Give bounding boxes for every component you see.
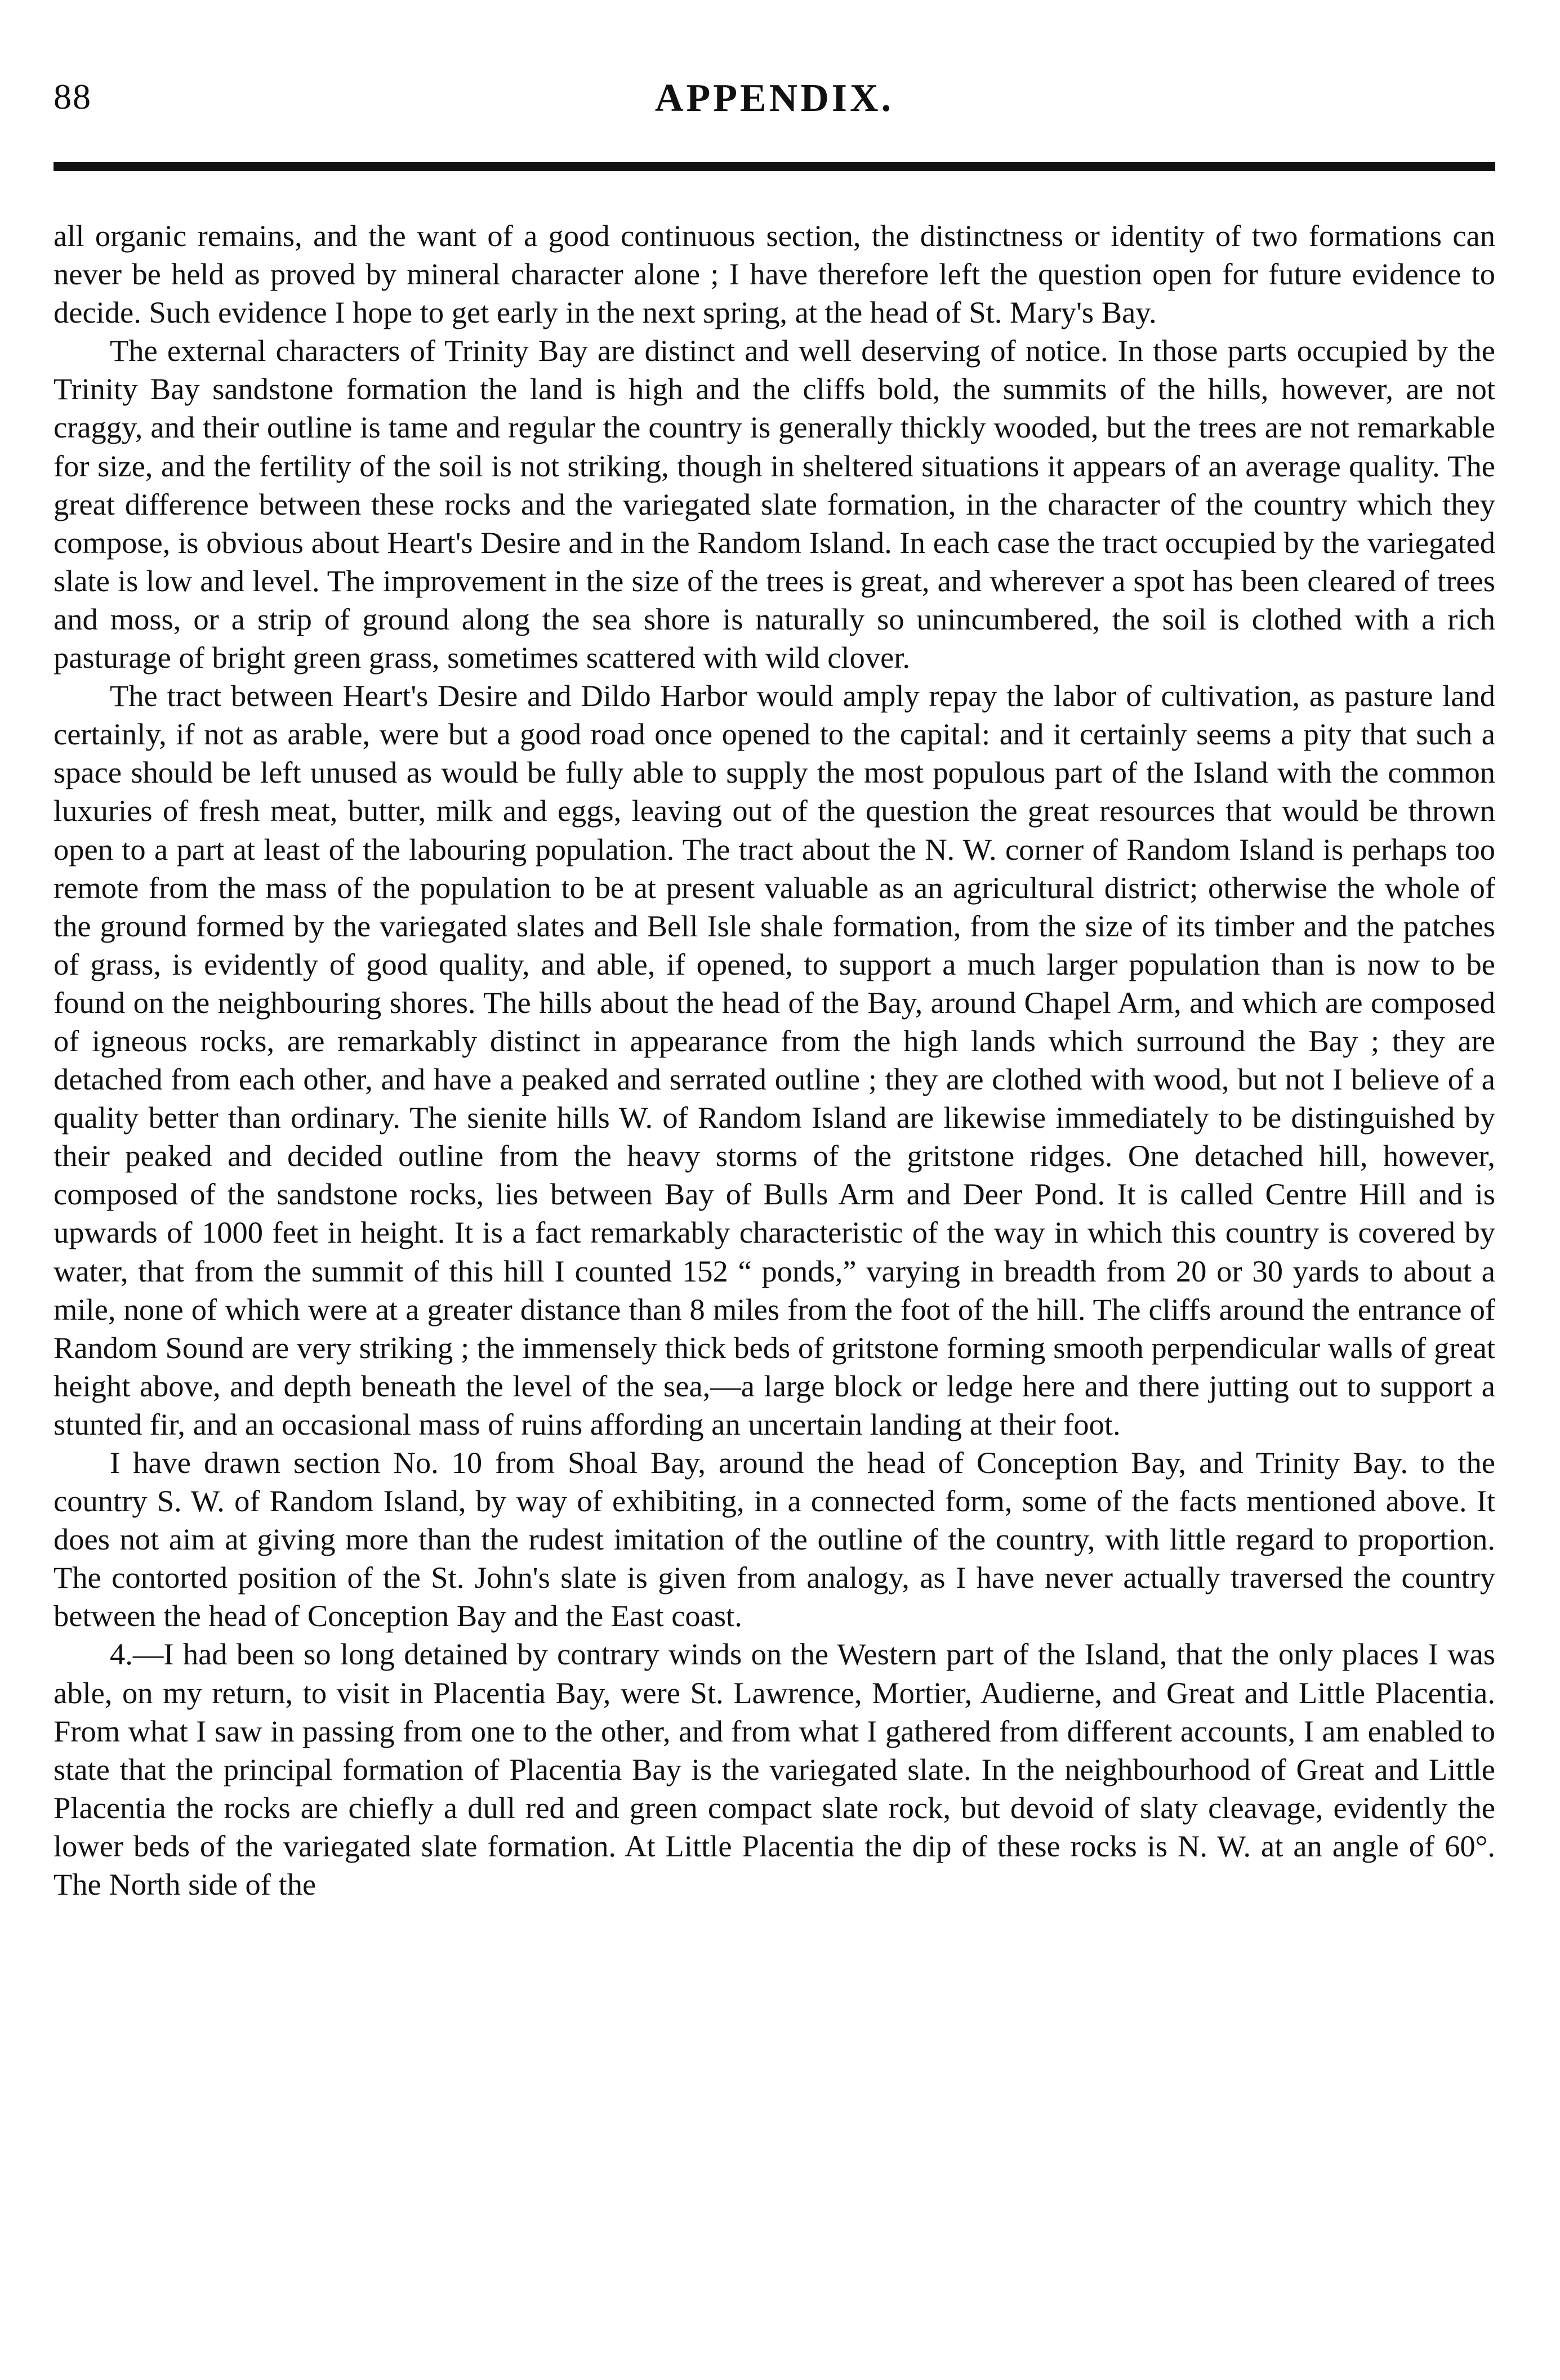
paragraph: The tract between Heart's Desire and Dildo Harbor would amply repay the labor of cultivation, as pasture land certainly, if not as arable, were but a good road once opened to the capital: and it certainly seems a pity that such a space should be left unused as would be fully able to supply the most populous part of the Island with the common luxuries of fresh meat, butter, milk and eggs, leaving out of the question the great resources that would be thrown open to a part at least of the labouring population. The tract about the N. W. corner of Random Island is perhaps too remote from the mass of the population to be at present valuable as an agricultural district; otherwise the whole of the ground formed by the variegated slates and Bell Isle shale formation, from the size of its timber and the patches of grass, is evidently of good quality, and able, if opened, to support a much larger population than is now to be found on the neighbouring shores. The hills about the head of the Bay, around Chapel Arm, and which are composed of igneous rocks, are remarkably distinct in appearance from the high lands which surround the Bay ; they are detached from each other, and have a peaked and serrated outline ; they are clothed with wood, but not I believe of a quality better than ordinary. The sienite hills W. of Random Island are likewise immediately to be distinguished by their peaked and decided outline from the heavy storms of the gritstone ridges. One detached hill, however, composed of the sandstone rocks, lies between Bay of Bulls Arm and Deer Pond. It is called Centre Hill and is upwards of 1000 feet in height. It is a fact remarkably characteristic of the way in which this country is covered by water, that from the summit of this hill I counted 152 “ ponds,” varying in breadth from 20 or 30 yards to about a mile, none of which were at a greater distance than 8 miles from the foot of the hill. The cliffs around the entrance of Random Sound are very striking ; the immensely thick beds of gritstone forming smooth perpendicular walls of great height above, and depth beneath the level of the sea,—a large block or ledge here and there jutting out to support a stunted fir, and an occasional mass of ruins affording an uncertain landing at their foot. <box>54 678 1495 1441</box>
body-text <box>54 217 1495 1904</box>
paragraph: I have drawn section No. 10 from Shoal Bay, around the head of Conception Bay, and Trinity Bay. to the country S. W. of Random Island, by way of exhibiting, in a connected form, some of the facts mentioned above. It does not aim at giving more than the rudest imitation of the outline of the country, with little regard to proportion. The contorted position of the St. John's slate is given from analogy, as I have never actually traversed the country between the head of Conception Bay and the East coast. <box>54 1445 1495 1633</box>
paragraph: 4.—I had been so long detained by contrary winds on the Western part of the Island, that the only places I was able, on my return, to visit in Placentia Bay, were St. Lawrence, Mortier, Audierne, and Great and Little Placentia. From what I saw in passing from one to the other, and from what I gathered from different accounts, I am enabled to state that the principal formation of Placentia Bay is the variegated slate. In the neighbourhood of Great and Little Placentia the rocks are chiefly a dull red and green compact slate rock, but devoid of slaty cleavage, evidently the lower beds of the variegated slate formation. At Little Placentia the dip of these rocks is N. W. at an angle of 60°. The North side of the <box>54 1637 1495 1902</box>
page-number: 88 <box>54 77 92 117</box>
paragraph: all organic remains, and the want of a good continuous section, the distinctness or identity of two formations can never be held as proved by mineral character alone ; I have therefore left the question open for future evidence to decide. Such evidence I hope to get early in the next spring, at the head of St. Mary's Bay. <box>54 218 1495 330</box>
running-title: APPENDIX. <box>654 77 894 120</box>
paragraph: The external characters of Trinity Bay are distinct and well deserving of notice. In those parts occupied by the Trinity Bay sandstone formation the land is high and the cliffs bold, the summits of the hills, however, are not craggy, and their outline is tame and regular the country is generally thickly wooded, but the trees are not remarkable for size, and the fertility of the soil is not striking, though in sheltered situations it appears of an average quality. The great difference between these rocks and the variegated slate formation, in the character of the country which they compose, is obvious about Heart's Desire and in the Random Island. In each case the tract occupied by the variegated slate is low and level. The improvement in the size of the trees is great, and wherever a spot has been cleared of trees and moss, or a strip of ground along the sea shore is naturally so unincumbered, the soil is clothed with a rich pasturage of bright green grass, sometimes scattered with wild clover. <box>54 333 1495 675</box>
header-rule <box>54 162 1495 171</box>
page-header <box>54 76 1495 127</box>
